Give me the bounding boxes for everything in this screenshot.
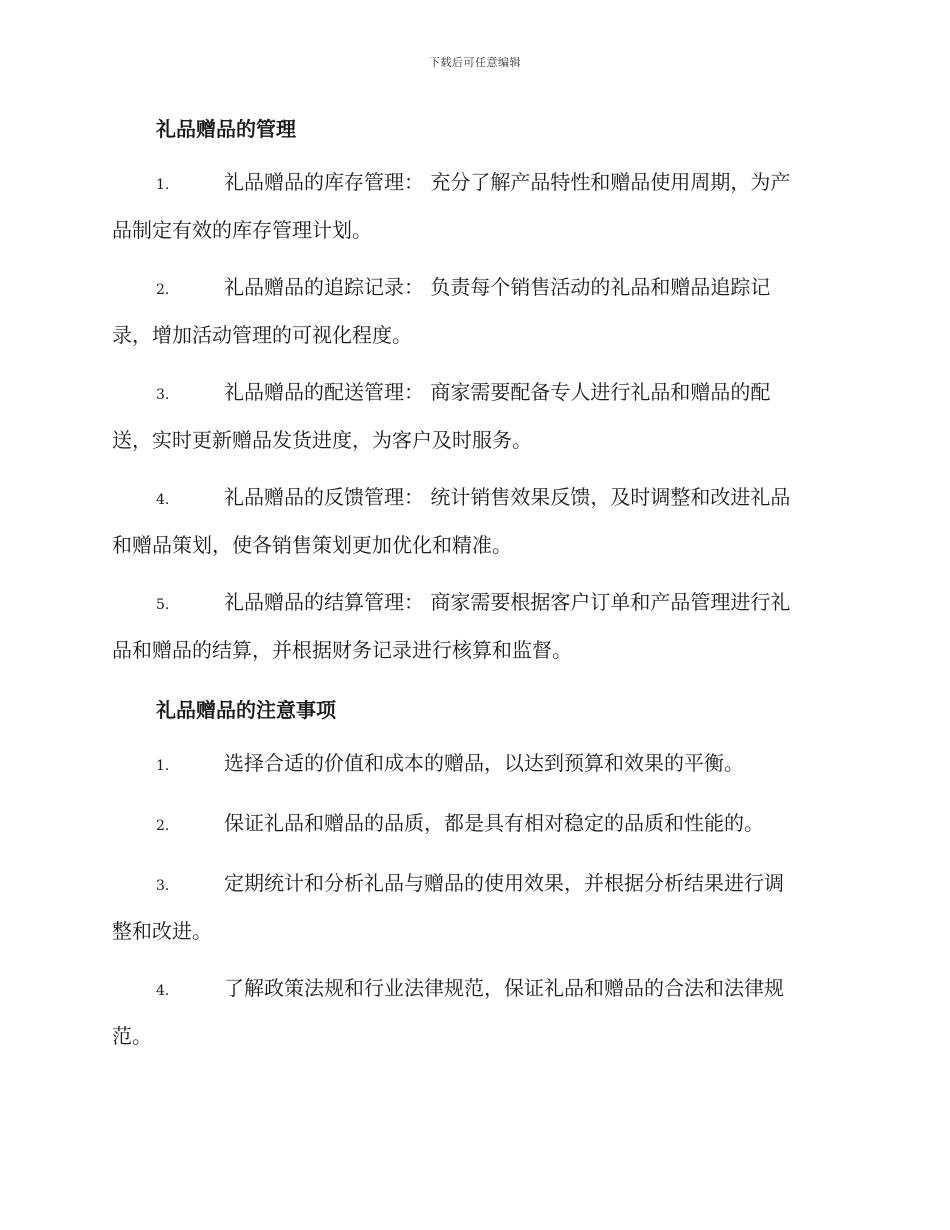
item-text-continuation: 品和赠品的结算，并根据财务记录进行核算和监督。 — [112, 638, 572, 662]
item-number: 1. — [156, 758, 170, 774]
item-number: 2. — [156, 818, 170, 834]
list-item — [112, 966, 840, 1059]
item-text-continuation: 品制定有效的库存管理计划。 — [112, 218, 372, 242]
document-body — [112, 110, 840, 1059]
item-number: 2. — [156, 282, 170, 298]
item-number: 3. — [156, 878, 170, 894]
section-management — [112, 110, 840, 673]
item-text-continuation: 录，增加活动管理的可视化程度。 — [112, 323, 412, 347]
list-item — [112, 580, 840, 673]
item-number: 1. — [156, 177, 170, 193]
item-text-continuation: 和赠品策划，使各销售策划更加优化和精准。 — [112, 533, 512, 557]
item-number: 5. — [156, 597, 170, 613]
item-text: 礼品赠品的配送管理： 商家需要配备专人进行礼品和赠品的配 — [224, 380, 771, 404]
item-text: 保证礼品和赠品的品质，都是具有相对稳定的品质和性能的。 — [224, 811, 764, 835]
section-heading: 礼品赠品的管理 — [156, 117, 296, 141]
list-item — [112, 801, 840, 849]
item-number: 4. — [156, 983, 170, 999]
item-number: 3. — [156, 387, 170, 403]
item-text: 选择合适的价值和成本的赠品，以达到预算和效果的平衡。 — [224, 751, 744, 775]
header-note: 下载后可任意编辑 — [429, 56, 521, 69]
item-text: 了解政策法规和行业法律规范，保证礼品和赠品的合法和法律规 — [224, 976, 784, 1000]
section-notes — [112, 691, 840, 1059]
item-text-continuation: 整和改进。 — [112, 919, 212, 943]
list-item — [112, 160, 840, 253]
list-item — [112, 370, 840, 463]
list-item — [112, 861, 840, 954]
item-text: 礼品赠品的追踪记录： 负责每个销售活动的礼品和赠品追踪记 — [224, 275, 771, 299]
section-heading: 礼品赠品的注意事项 — [156, 698, 336, 722]
item-text: 定期统计和分析礼品与赠品的使用效果，并根据分析结果进行调 — [224, 871, 784, 895]
item-text-continuation: 送，实时更新赠品发货进度，为客户及时服务。 — [112, 428, 532, 452]
list-item — [112, 265, 840, 358]
item-text-continuation: 范。 — [112, 1024, 152, 1048]
item-text: 礼品赠品的反馈管理： 统计销售效果反馈，及时调整和改进礼品 — [224, 485, 791, 509]
list-item — [112, 741, 840, 789]
item-number: 4. — [156, 492, 170, 508]
item-text: 礼品赠品的结算管理： 商家需要根据客户订单和产品管理进行礼 — [224, 590, 791, 614]
list-item — [112, 475, 840, 568]
item-text: 礼品赠品的库存管理： 充分了解产品特性和赠品使用周期，为产 — [224, 170, 791, 194]
